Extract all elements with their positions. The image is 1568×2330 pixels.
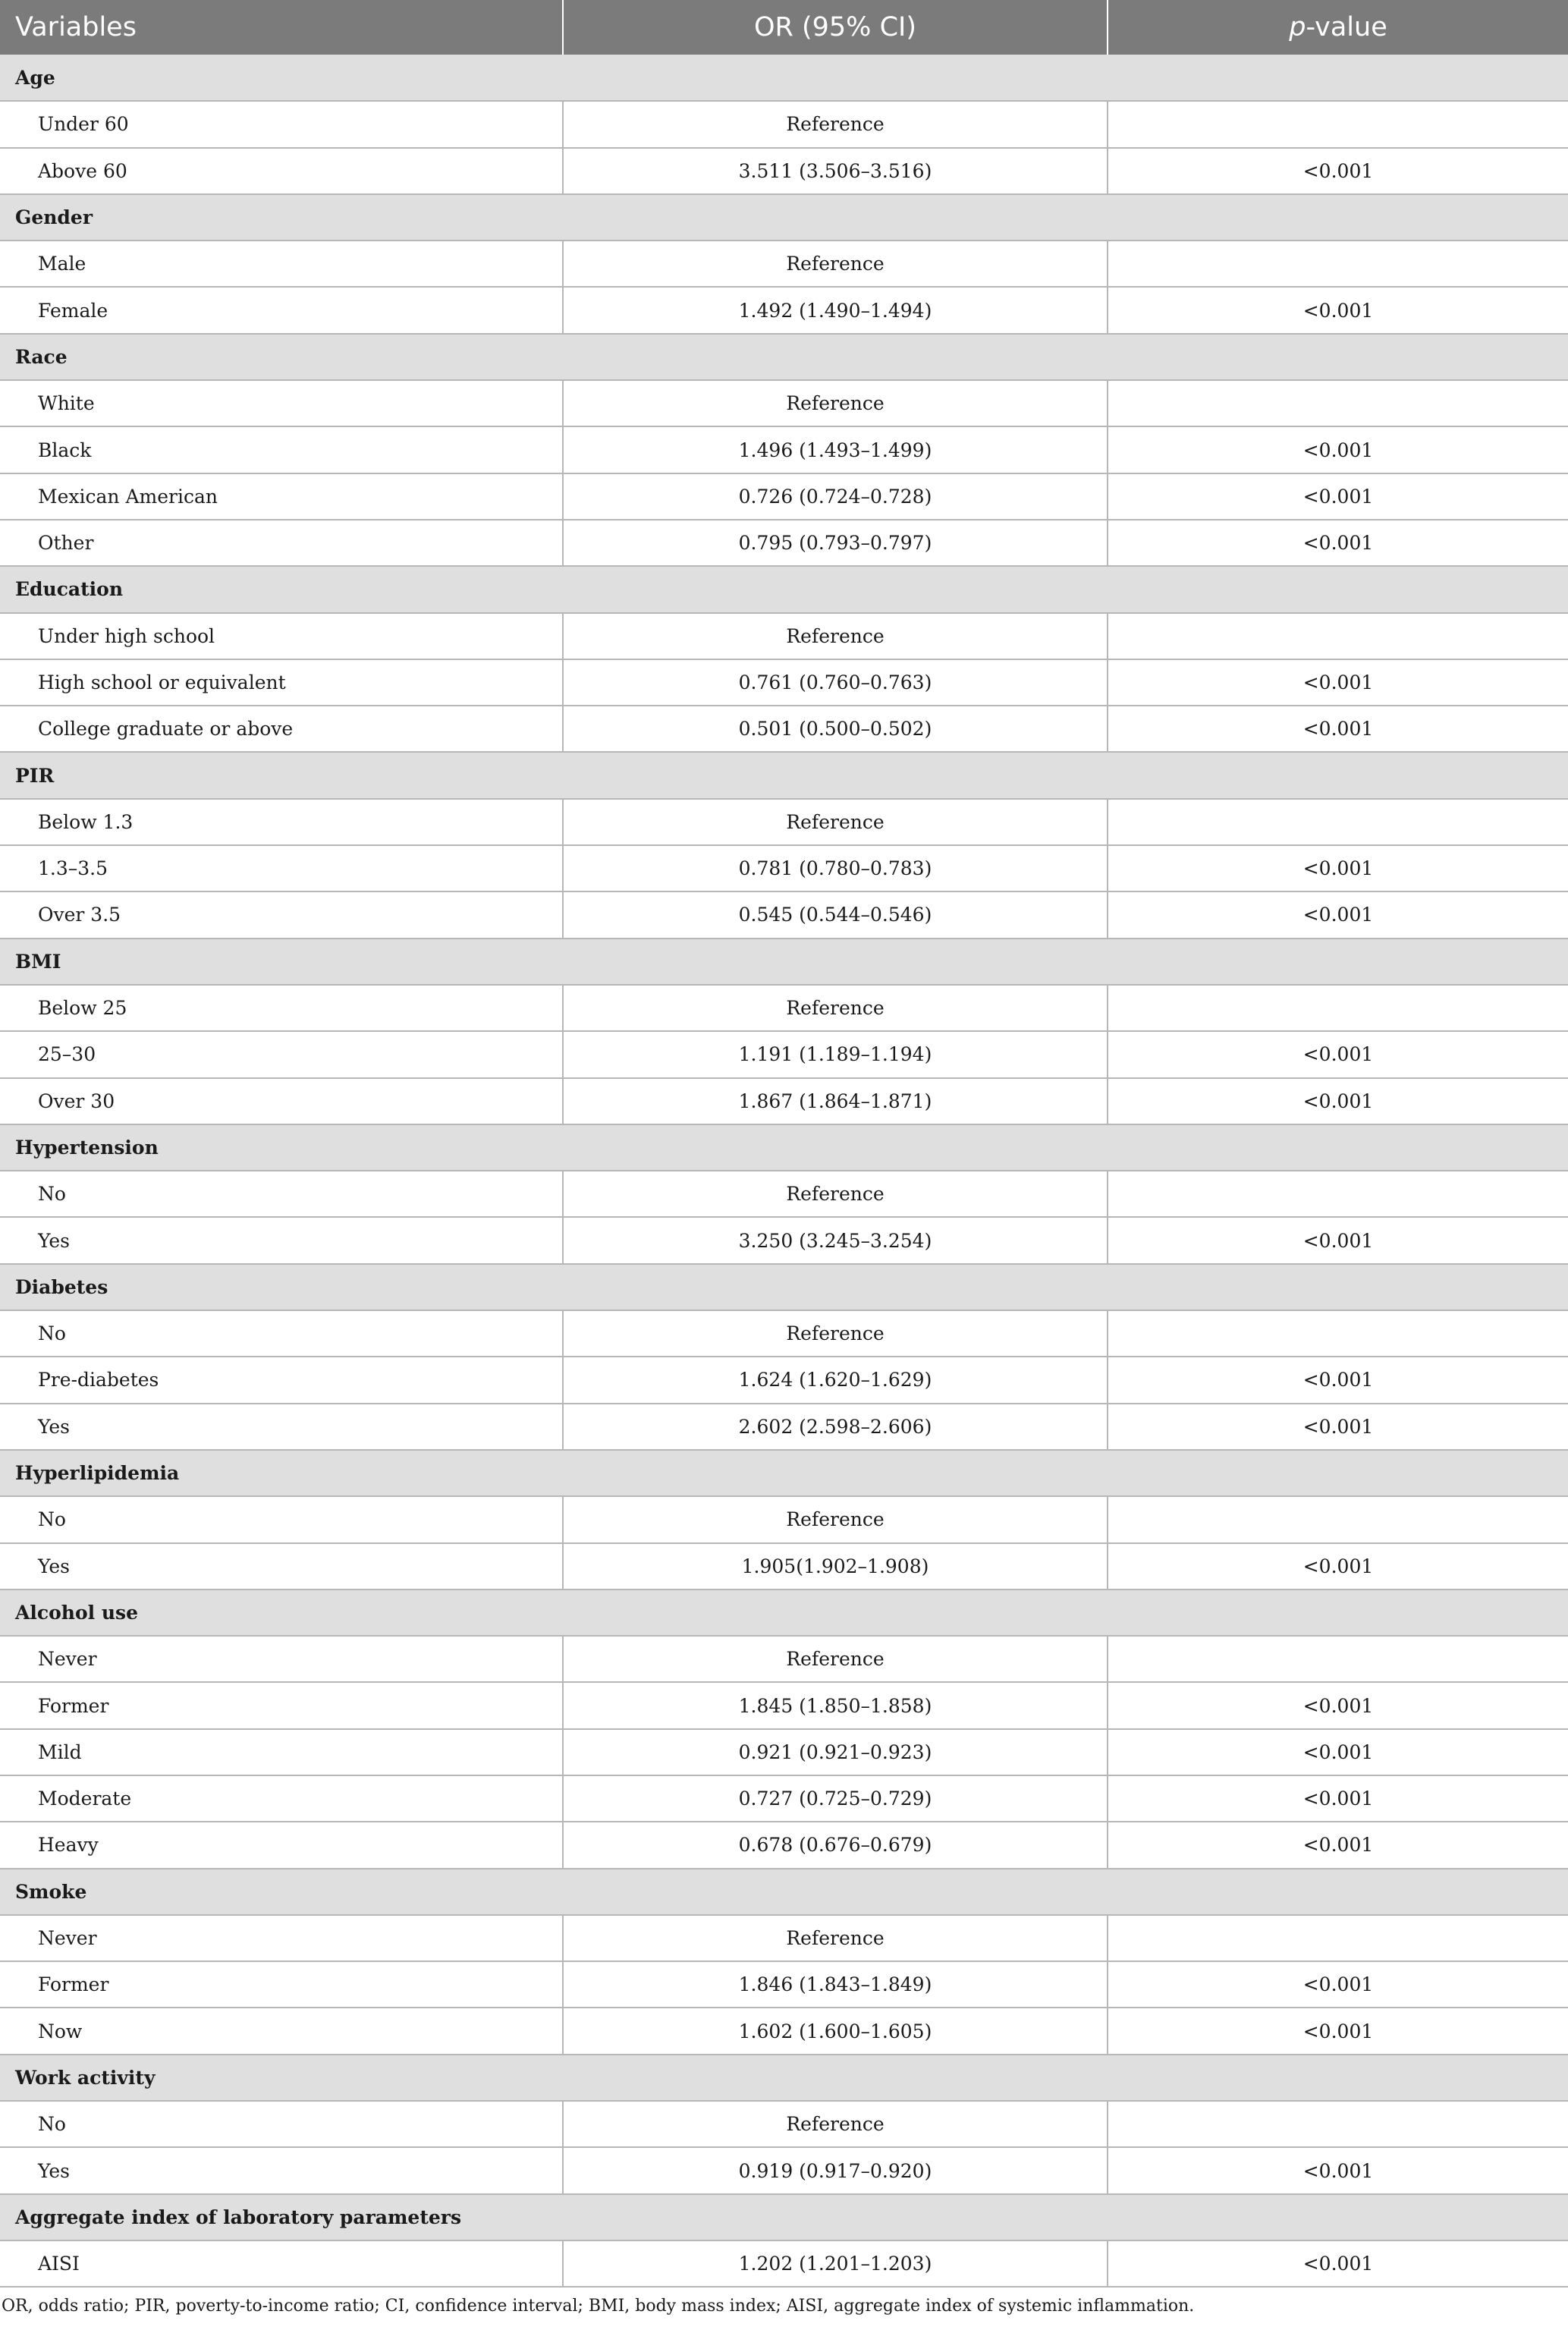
table-row	[0, 845, 1568, 891]
header-p-value	[1108, 0, 1568, 55]
row-variable-label: Below 25	[0, 985, 563, 1031]
row-p-value: <0.001	[1108, 1961, 1568, 2008]
group-title: Hypertension	[0, 1124, 1568, 1171]
row-or-value: 2.602 (2.598–2.606)	[563, 1404, 1108, 1450]
table-row	[0, 1682, 1568, 1728]
table-row	[0, 1915, 1568, 1961]
table-row	[0, 1775, 1568, 1822]
table-body	[0, 55, 1568, 2287]
row-p-value: <0.001	[1108, 473, 1568, 520]
table-row	[0, 2240, 1568, 2287]
table-row	[0, 1822, 1568, 1868]
row-p-value: <0.001	[1108, 520, 1568, 566]
row-variable-label: Under high school	[0, 613, 563, 659]
row-p-value: <0.001	[1108, 1729, 1568, 1775]
row-or-value: 0.921 (0.921–0.923)	[563, 1729, 1108, 1775]
row-or-value: 3.250 (3.245–3.254)	[563, 1217, 1108, 1263]
row-variable-label: Under 60	[0, 101, 563, 147]
row-p-value: <0.001	[1108, 1357, 1568, 1403]
row-p-value	[1108, 613, 1568, 659]
row-or-value: Reference	[563, 241, 1108, 287]
group-header-row	[0, 2194, 1568, 2240]
row-p-value	[1108, 1310, 1568, 1357]
table-row	[0, 891, 1568, 938]
group-title: Alcohol use	[0, 1589, 1568, 1636]
row-p-value: <0.001	[1108, 287, 1568, 333]
table-row	[0, 426, 1568, 473]
row-p-value: <0.001	[1108, 426, 1568, 473]
group-title: Work activity	[0, 2055, 1568, 2101]
row-p-value: <0.001	[1108, 1775, 1568, 1822]
row-or-value: 1.905(1.902–1.908)	[563, 1543, 1108, 1589]
group-title: Education	[0, 566, 1568, 612]
row-variable-label: Mexican American	[0, 473, 563, 520]
table-row	[0, 1171, 1568, 1217]
row-variable-label: No	[0, 1310, 563, 1357]
row-p-value: <0.001	[1108, 1404, 1568, 1450]
row-p-value	[1108, 1496, 1568, 1542]
row-variable-label: Moderate	[0, 1775, 563, 1822]
row-p-value	[1108, 101, 1568, 147]
table-row	[0, 1636, 1568, 1682]
group-title: Aggregate index of laboratory parameters	[0, 2194, 1568, 2240]
header-variables: Variables	[0, 0, 563, 55]
table-row	[0, 287, 1568, 333]
row-p-value: <0.001	[1108, 2008, 1568, 2054]
row-or-value: Reference	[563, 985, 1108, 1031]
group-title: Smoke	[0, 1869, 1568, 1915]
table-row	[0, 1217, 1568, 1263]
row-variable-label: Over 3.5	[0, 891, 563, 938]
row-variable-label: Black	[0, 426, 563, 473]
table-row	[0, 985, 1568, 1031]
row-p-value	[1108, 1171, 1568, 1217]
row-variable-label: White	[0, 380, 563, 426]
row-or-value: 1.496 (1.493–1.499)	[563, 426, 1108, 473]
group-title: Diabetes	[0, 1264, 1568, 1310]
row-variable-label: AISI	[0, 2240, 563, 2287]
row-p-value: <0.001	[1108, 891, 1568, 938]
row-variable-label: 1.3–3.5	[0, 845, 563, 891]
group-title: BMI	[0, 939, 1568, 985]
row-variable-label: Pre-diabetes	[0, 1357, 563, 1403]
table-row	[0, 706, 1568, 752]
row-or-value: Reference	[563, 1171, 1108, 1217]
row-p-value: <0.001	[1108, 1682, 1568, 1728]
row-or-value: 0.761 (0.760–0.763)	[563, 659, 1108, 706]
table-row	[0, 1310, 1568, 1357]
row-or-value: 0.781 (0.780–0.783)	[563, 845, 1108, 891]
table-row	[0, 1031, 1568, 1077]
row-p-value	[1108, 2101, 1568, 2147]
header-or-ci: OR (95% CI)	[563, 0, 1108, 55]
group-header-row	[0, 2055, 1568, 2101]
row-or-value: 1.867 (1.864–1.871)	[563, 1078, 1108, 1124]
row-or-value: 1.202 (1.201–1.203)	[563, 2240, 1108, 2287]
row-or-value: 0.727 (0.725–0.729)	[563, 1775, 1108, 1822]
group-header-row	[0, 752, 1568, 798]
group-header-row	[0, 1589, 1568, 1636]
group-title: Gender	[0, 194, 1568, 241]
table-row	[0, 2147, 1568, 2193]
group-header-row	[0, 939, 1568, 985]
row-variable-label: 25–30	[0, 1031, 563, 1077]
row-or-value: 3.511 (3.506–3.516)	[563, 148, 1108, 194]
row-or-value: Reference	[563, 1636, 1108, 1682]
row-p-value	[1108, 1915, 1568, 1961]
row-variable-label: Yes	[0, 1217, 563, 1263]
row-variable-label: Female	[0, 287, 563, 333]
row-variable-label: Never	[0, 1636, 563, 1682]
row-variable-label: Former	[0, 1961, 563, 2008]
row-variable-label: No	[0, 1496, 563, 1542]
table-row	[0, 659, 1568, 706]
row-or-value: Reference	[563, 380, 1108, 426]
row-variable-label: Male	[0, 241, 563, 287]
table-row	[0, 101, 1568, 147]
row-variable-label: Former	[0, 1682, 563, 1728]
row-p-value: <0.001	[1108, 148, 1568, 194]
row-variable-label: Above 60	[0, 148, 563, 194]
group-header-row	[0, 1869, 1568, 1915]
row-variable-label: Below 1.3	[0, 799, 563, 845]
row-variable-label: No	[0, 1171, 563, 1217]
row-variable-label: Over 30	[0, 1078, 563, 1124]
group-header-row	[0, 55, 1568, 101]
row-p-value: <0.001	[1108, 1543, 1568, 1589]
row-variable-label: Yes	[0, 1404, 563, 1450]
group-title: Race	[0, 334, 1568, 380]
row-or-value: Reference	[563, 1310, 1108, 1357]
row-p-value	[1108, 799, 1568, 845]
row-variable-label: Mild	[0, 1729, 563, 1775]
table-row	[0, 1961, 1568, 2008]
row-or-value: 0.795 (0.793–0.797)	[563, 520, 1108, 566]
row-or-value: 0.545 (0.544–0.546)	[563, 891, 1108, 938]
table-row	[0, 1404, 1568, 1450]
group-title: PIR	[0, 752, 1568, 798]
table-row	[0, 1729, 1568, 1775]
row-or-value: Reference	[563, 2101, 1108, 2147]
row-or-value: Reference	[563, 1496, 1108, 1542]
table-row	[0, 2101, 1568, 2147]
table-header	[0, 0, 1568, 55]
table-row	[0, 148, 1568, 194]
row-p-value: <0.001	[1108, 845, 1568, 891]
row-p-value	[1108, 241, 1568, 287]
row-or-value: Reference	[563, 799, 1108, 845]
row-or-value: 0.501 (0.500–0.502)	[563, 706, 1108, 752]
row-variable-label: Now	[0, 2008, 563, 2054]
group-header-row	[0, 1124, 1568, 1171]
row-or-value: Reference	[563, 101, 1108, 147]
row-p-value	[1108, 985, 1568, 1031]
row-p-value: <0.001	[1108, 706, 1568, 752]
group-header-row	[0, 1264, 1568, 1310]
table-row	[0, 1078, 1568, 1124]
group-header-row	[0, 1450, 1568, 1496]
table-row	[0, 799, 1568, 845]
row-p-value: <0.001	[1108, 2147, 1568, 2193]
row-variable-label: Yes	[0, 1543, 563, 1589]
row-or-value: 0.919 (0.917–0.920)	[563, 2147, 1108, 2193]
row-p-value: <0.001	[1108, 1031, 1568, 1077]
row-or-value: 0.678 (0.676–0.679)	[563, 1822, 1108, 1868]
row-or-value: 1.602 (1.600–1.605)	[563, 2008, 1108, 2054]
group-header-row	[0, 566, 1568, 612]
table-row	[0, 1543, 1568, 1589]
header-p-italic: p	[1289, 12, 1306, 42]
group-title: Hyperlipidemia	[0, 1450, 1568, 1496]
row-variable-label: Never	[0, 1915, 563, 1961]
row-p-value	[1108, 1636, 1568, 1682]
table-row	[0, 241, 1568, 287]
row-variable-label: Heavy	[0, 1822, 563, 1868]
row-or-value: Reference	[563, 613, 1108, 659]
header-row	[0, 0, 1568, 55]
row-variable-label: Yes	[0, 2147, 563, 2193]
group-header-row	[0, 194, 1568, 241]
table-row	[0, 613, 1568, 659]
table-footnote: OR, odds ratio; PIR, poverty-to-income ratio; CI, confidence interval; BMI, body mass index; AISI, aggregate index of systemic inflammation.	[2, 2297, 1195, 2316]
table-row	[0, 520, 1568, 566]
row-or-value: 0.726 (0.724–0.728)	[563, 473, 1108, 520]
row-p-value: <0.001	[1108, 1217, 1568, 1263]
group-title: Age	[0, 55, 1568, 101]
row-p-value: <0.001	[1108, 2240, 1568, 2287]
table-row	[0, 2008, 1568, 2054]
table-row	[0, 1357, 1568, 1403]
row-p-value: <0.001	[1108, 1078, 1568, 1124]
group-header-row	[0, 334, 1568, 380]
row-variable-label: No	[0, 2101, 563, 2147]
row-variable-label: Other	[0, 520, 563, 566]
row-or-value: 1.191 (1.189–1.194)	[563, 1031, 1108, 1077]
row-variable-label: High school or equivalent	[0, 659, 563, 706]
row-p-value	[1108, 380, 1568, 426]
row-p-value: <0.001	[1108, 659, 1568, 706]
row-p-value: <0.001	[1108, 1822, 1568, 1868]
row-or-value: 1.624 (1.620–1.629)	[563, 1357, 1108, 1403]
row-or-value: Reference	[563, 1915, 1108, 1961]
row-or-value: 1.845 (1.850–1.858)	[563, 1682, 1108, 1728]
table-row	[0, 473, 1568, 520]
row-or-value: 1.492 (1.490–1.494)	[563, 287, 1108, 333]
table-row	[0, 1496, 1568, 1542]
header-p-suffix: -value	[1306, 12, 1387, 42]
table-row	[0, 380, 1568, 426]
row-variable-label: College graduate or above	[0, 706, 563, 752]
row-or-value: 1.846 (1.843–1.849)	[563, 1961, 1108, 2008]
